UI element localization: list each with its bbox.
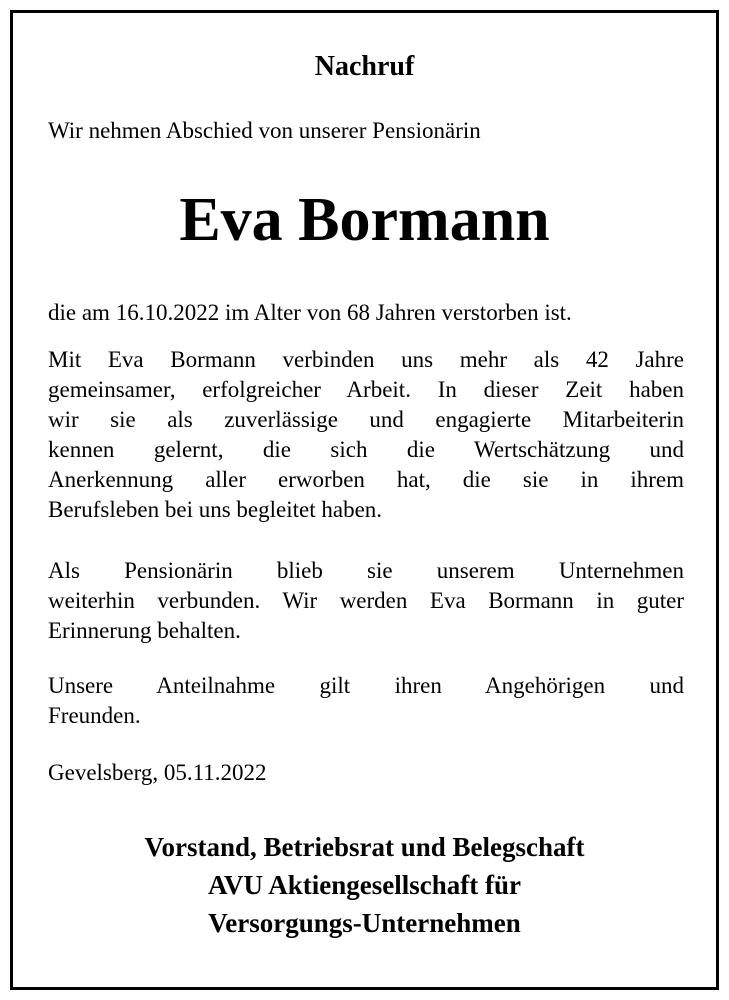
signature-line: Vorstand, Betriebsrat und Belegschaft <box>144 832 585 862</box>
paragraph-line: Mit Eva Bormann verbinden uns mehr als 42 Jahre <box>48 347 684 372</box>
paragraph-line: Als Pensionärin blieb sie unserem Unternehmen <box>48 558 684 583</box>
paragraph-line: Anerkennung aller erworben hat, die sie in ihrem <box>48 467 684 492</box>
paragraph-line: Berufsleben bei uns begleitet haben. <box>48 497 383 522</box>
death-date-line <box>48 298 684 328</box>
place-and-date: Gevelsberg, 05.11.2022 <box>48 760 267 785</box>
paragraph-line: kennen gelernt, die sich die Wertschätzung und <box>48 437 684 462</box>
paragraph-line: Unsere Anteilnahme gilt ihren Angehörigen und <box>48 673 684 698</box>
deceased-name: Eva Bormann <box>179 186 550 254</box>
intro-line: Wir nehmen Abschied von unserer Pensionärin <box>48 118 481 143</box>
paragraph-line: Freunden. <box>48 703 141 728</box>
paragraph-line: Erinnerung behalten. <box>48 618 241 643</box>
signature-line: AVU Aktiengesellschaft für <box>208 870 521 900</box>
condolence-paragraph <box>48 671 684 731</box>
obituary-heading: Nachruf <box>314 51 415 82</box>
death-date-text: die am 16.10.2022 im Alter von 68 Jahren verstorben ist. <box>48 300 572 325</box>
paragraph-line: gemeinsamer, erfolgreicher Arbeit. In dieser Zeit haben <box>48 377 684 402</box>
paragraph-line: wir sie als zuverlässige und engagierte Mitarbeiterin <box>48 407 684 432</box>
tribute-paragraph-1 <box>48 345 684 525</box>
paragraph-line: weiterhin verbunden. Wir werden Eva Bormann in guter <box>48 588 684 613</box>
signature-block <box>0 828 729 942</box>
signature-line: Versorgungs-Unternehmen <box>208 908 521 938</box>
tribute-paragraph-2 <box>48 556 684 646</box>
